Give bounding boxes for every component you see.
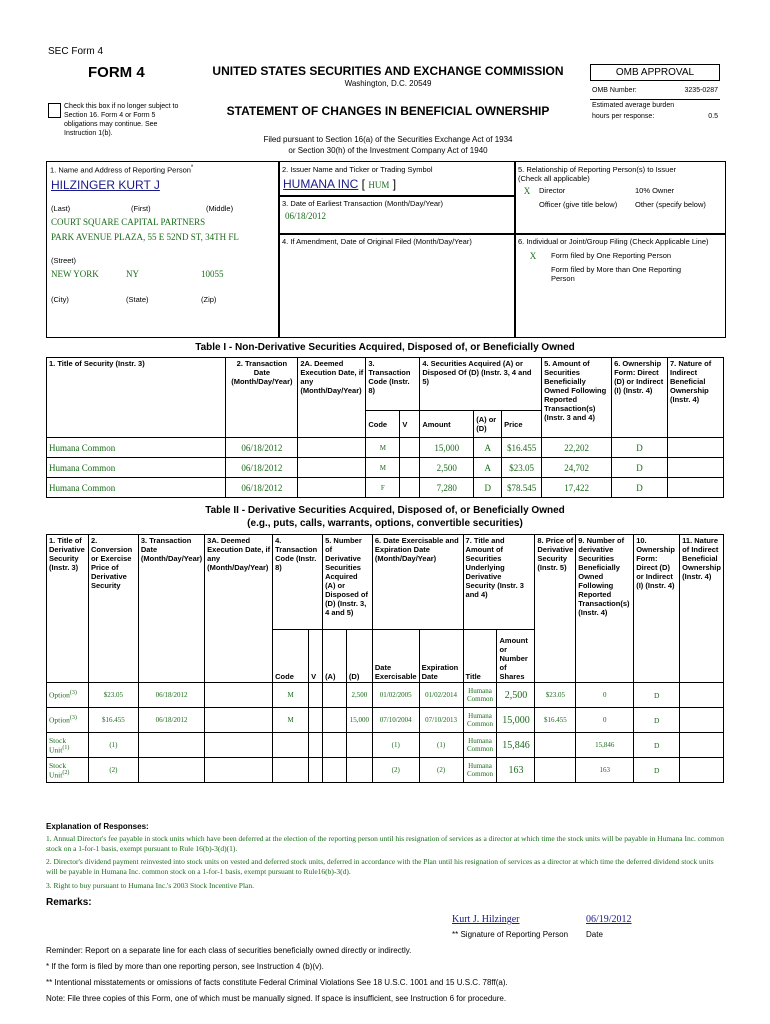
no-longer-subject-checkbox[interactable] <box>48 103 61 118</box>
t1-owned-cell: 17,422 <box>542 478 612 498</box>
t2-h6: 6. Date Exercisable and Expiration Date (Month/Day/Year) <box>372 535 463 630</box>
t2-title-fn: (3) <box>69 715 77 722</box>
amendment-label: 4. If Amendment, Date of Original Filed (Month/Day/Year) <box>282 237 472 246</box>
checkbox-text: Check this box if no longer subject to Section 16. Form 4 or Form 5 obligations may continue. See Instruction 1(b). <box>64 103 179 137</box>
t2-conv-cell: (1) <box>88 733 138 758</box>
hours-label: hours per response: <box>592 113 655 120</box>
t2-underlying-amount-cell: 15,846 <box>497 733 535 758</box>
t2-conv-cell: (2) <box>88 758 138 783</box>
omb-approval-box <box>590 64 720 126</box>
t1-amount-cell: 15,000 <box>420 438 474 458</box>
t2-date-ex: Date Exercisable <box>372 630 419 683</box>
t1-date-cell: 06/18/2012 <box>226 458 298 478</box>
director-mark: X <box>523 186 531 196</box>
city: NEW YORK <box>51 268 99 279</box>
t2-nature-cell <box>680 708 724 733</box>
t2-conv-cell: $23.05 <box>88 683 138 708</box>
t2-h1: 1. Title of Derivative Security (Instr. 3) <box>47 535 89 683</box>
filing-type-box <box>514 233 726 338</box>
t2-dex-cell: (1) <box>372 733 419 758</box>
footer-note-3: Note: File three copies of this Form, one of which must be manually signed. If space is insufficient, see Instruction 6 for procedure. <box>46 994 507 1003</box>
t1-code-cell: M <box>366 438 400 458</box>
t2-code: Code <box>273 630 309 683</box>
t2-exp-cell: (1) <box>419 733 463 758</box>
t2-d-cell <box>346 733 372 758</box>
t1-amount-cell: 2,500 <box>420 458 474 478</box>
t2-a-cell <box>323 708 347 733</box>
agency-location: Washington, D.C. 20549 <box>344 79 432 88</box>
t2-nature-cell <box>680 758 724 783</box>
date-label: Date <box>586 930 603 939</box>
zip: 10055 <box>201 268 224 279</box>
t1-v-cell <box>400 438 420 458</box>
t2-deemed-cell <box>205 733 273 758</box>
one-person-label: Form filed by One Reporting Person <box>551 251 672 260</box>
t1-price-cell: $16.455 <box>502 438 542 458</box>
t2-h11: 11. Nature of Indirect Beneficial Ownership (Instr. 4) <box>680 535 724 683</box>
name-asterisk: * <box>190 165 194 171</box>
other-label: Other (specify below) <box>635 200 706 209</box>
t2-underlying-title-cell: Humana Common <box>463 733 497 758</box>
t2-h8: 8. Price of Derivative Security (Instr. 5) <box>535 535 576 683</box>
t2-price-cell <box>535 733 576 758</box>
director-label: Director <box>539 186 566 195</box>
t2-dex-cell: 07/10/2004 <box>372 708 419 733</box>
footnote-2: 2. Director's dividend payment reinvested into stock units on vested and deferred stock units, deferred in accordance with the Plan until his resignation of services as a director at which time the deferred dividend stock units will be payable in Humana Inc. common stock on a 1-for-1 basis, exempt pursuant to Rule16(b)-3(d). <box>46 857 714 876</box>
filed-line-1: Filed pursuant to Section 16(a) of the Securities Exchange Act of 1934 <box>263 135 513 144</box>
t2-title-text: Stock Unit <box>49 760 67 780</box>
t1-nature-cell <box>668 438 724 458</box>
state: NY <box>126 268 139 279</box>
t1-price-cell: $78.545 <box>502 478 542 498</box>
t1-h2a: 2A. Deemed Execution Date, if any (Month/Day/Year) <box>298 358 366 438</box>
table1-title: Table I - Non-Derivative Securities Acquired, Disposed of, or Beneficially Owned <box>195 342 575 353</box>
t2-title: Title <box>463 630 497 683</box>
t1-nature-cell <box>668 478 724 498</box>
t2-title-cell <box>47 758 89 783</box>
relationship-sub: (Check all applicable) <box>518 174 590 183</box>
table1 <box>46 357 724 498</box>
issuer-name[interactable]: HUMANA INC <box>283 177 359 191</box>
t2-form-cell: D <box>634 683 680 708</box>
omb-number: 3235-0287 <box>684 87 718 94</box>
t2-title-fn: (2) <box>62 769 70 776</box>
signature: Kurt J. Hilzinger <box>452 914 520 925</box>
city-label: (City) <box>51 294 69 304</box>
t2-title-text: Stock Unit <box>49 735 67 755</box>
t1-owned-cell: 22,202 <box>542 438 612 458</box>
t2-num-cell: 163 <box>576 758 634 783</box>
t2-deemed-cell <box>205 758 273 783</box>
t2-d: (D) <box>346 630 372 683</box>
t2-price-cell: $16.455 <box>535 708 576 733</box>
address-line-1: COURT SQUARE CAPITAL PARTNERS <box>51 216 206 227</box>
t1-price: Price <box>502 411 542 438</box>
middle-label: (Middle) <box>206 203 234 213</box>
t2-h10: 10. Ownership Form: Direct (D) or Indirect (I) (Instr. 4) <box>634 535 680 683</box>
t2-deemed-cell <box>205 708 273 733</box>
footer-note-1: * If the form is filed by more than one reporting person, see Instruction 4 (b)(v). <box>46 962 324 971</box>
t2-nature-cell <box>680 683 724 708</box>
last-label: (Last) <box>51 203 71 213</box>
t1-owned-cell: 24,702 <box>542 458 612 478</box>
t2-title-cell <box>47 733 89 758</box>
t2-form-cell: D <box>634 708 680 733</box>
t2-h4: 4. Transaction Code (Instr. 8) <box>273 535 323 630</box>
agency-title: UNITED STATES SECURITIES AND EXCHANGE COMMISSION <box>212 64 564 78</box>
t1-form-cell: D <box>612 478 668 498</box>
t2-title-text: Option <box>49 690 70 700</box>
issuer-box: 2. Issuer Name and Ticker or Trading Symbol HUMANA INC [ HUM ] <box>278 161 516 197</box>
t1-deemed-cell <box>298 438 366 458</box>
t2-v-cell <box>309 733 323 758</box>
t1-code-cell: M <box>366 458 400 478</box>
t2-dex-cell: (2) <box>372 758 419 783</box>
first-label: (First) <box>131 203 151 213</box>
t2-title-cell <box>47 708 89 733</box>
t1-price-cell: $23.05 <box>502 458 542 478</box>
t2-title-fn: (1) <box>62 744 70 751</box>
t2-a-cell <box>323 733 347 758</box>
explanation-label: Explanation of Responses: <box>46 822 149 831</box>
name-label: 1. Name and Address of Reporting Person <box>50 165 191 175</box>
t2-row <box>47 683 724 708</box>
t1-amount: Amount <box>420 411 474 438</box>
omb-number-label: OMB Number: <box>592 87 637 94</box>
t2-num-cell: 0 <box>576 683 634 708</box>
t2-code-cell: M <box>273 683 309 708</box>
footer-reminder: Reminder: Report on a separate line for each class of securities beneficially owned directly or indirectly. <box>46 946 412 955</box>
signature-label: ** Signature of Reporting Person <box>452 930 569 939</box>
t2-h3a: 3A. Deemed Execution Date, if any (Month/Day/Year) <box>205 535 273 683</box>
relationship-label: 5. Relationship of Reporting Person(s) to Issuer <box>518 165 676 174</box>
statement-title: STATEMENT OF CHANGES IN BENEFICIAL OWNERSHIP <box>226 104 550 118</box>
earliest-date: 06/18/2012 <box>285 211 327 221</box>
t1-v-cell <box>400 478 420 498</box>
t1-h4: 4. Securities Acquired (A) or Disposed Of (D) (Instr. 3, 4 and 5) <box>420 358 542 411</box>
hours-value: 0.5 <box>708 113 718 120</box>
t2-a-cell <box>323 683 347 708</box>
earliest-date-box <box>278 195 516 235</box>
t1-code-cell: F <box>366 478 400 498</box>
table2-title-1: Table II - Derivative Securities Acquired, Disposed of, or Beneficially Owned <box>205 505 565 516</box>
t2-price-cell: $23.05 <box>535 683 576 708</box>
t2-form-cell: D <box>634 758 680 783</box>
issuer-label: 2. Issuer Name and Ticker or Trading Symbol <box>282 165 433 174</box>
t2-code-cell <box>273 733 309 758</box>
table2 <box>46 534 724 783</box>
officer-label: Officer (give title below) <box>539 200 618 209</box>
reporting-person-name[interactable]: HILZINGER KURT J <box>51 177 160 192</box>
t1-v-cell <box>400 458 420 478</box>
t2-date-cell: 06/18/2012 <box>138 683 204 708</box>
t2-h7: 7. Title and Amount of Securities Underlying Derivative Security (Instr. 3 and 4) <box>463 535 535 630</box>
t2-a: (A) <box>323 630 347 683</box>
state-label: (State) <box>126 294 149 304</box>
t2-a-cell <box>323 758 347 783</box>
t2-row <box>47 733 724 758</box>
t2-underlying-title-cell: Humana Common <box>463 758 497 783</box>
footnote-3: 3. Right to buy pursuant to Humana Inc.'s 2003 Stock Incentive Plan. <box>46 881 254 890</box>
t2-row <box>47 758 724 783</box>
t1-title-cell: Humana Common <box>47 458 226 478</box>
t1-deemed-cell <box>298 458 366 478</box>
t2-h3: 3. Transaction Date (Month/Day/Year) <box>138 535 204 683</box>
t1-date-cell: 06/18/2012 <box>226 478 298 498</box>
t1-form-cell: D <box>612 458 668 478</box>
earliest-label: 3. Date of Earliest Transaction (Month/Day/Year) <box>282 199 444 208</box>
t2-v-cell <box>309 708 323 733</box>
t1-row <box>47 438 724 458</box>
ticker: HUM <box>368 180 390 190</box>
omb-title: OMB APPROVAL <box>590 64 720 81</box>
remarks-label: Remarks: <box>46 897 92 908</box>
t2-h5: 5. Number of Derivative Securities Acquired (A) or Disposed of (D) (Instr. 3, 4 and 5) <box>323 535 373 630</box>
t1-ad-cell: A <box>474 438 502 458</box>
form-title: FORM 4 <box>88 64 145 81</box>
t1-code: Code <box>366 411 400 438</box>
t2-h2: 2. Conversion or Exercise Price of Derivative Security <box>88 535 138 683</box>
t2-exp-cell: 07/10/2013 <box>419 708 463 733</box>
t2-num-cell: 0 <box>576 708 634 733</box>
footer-note-2: ** Intentional misstatements or omissions of facts constitute Federal Criminal Violations See 18 U.S.C. 1001 and 15 U.S.C. 78ff(a). <box>46 978 508 987</box>
t2-price-cell <box>535 758 576 783</box>
t2-underlying-title-cell: Humana Common <box>463 683 497 708</box>
t1-h7: 7. Nature of Indirect Beneficial Ownership (Instr. 4) <box>668 358 724 438</box>
relationship-box <box>514 161 726 235</box>
t2-exp-cell: (2) <box>419 758 463 783</box>
footnote-1: 1. Annual Director's fee payable in stock units which have been deferred at the election of the reporting person until his resignation of services as a director at which time the stock units will be payable in Humana Inc. common stock on a 1-for-1 basis, exempt pursuant to Rule 16(b)-3(d)(1). <box>46 834 725 853</box>
t2-v-cell <box>309 683 323 708</box>
t2-row <box>47 708 724 733</box>
burden-label: Estimated average burden <box>590 99 720 109</box>
signature-date: 06/19/2012 <box>586 914 632 925</box>
t2-conv-cell: $16.455 <box>88 708 138 733</box>
t1-nature-cell <box>668 458 724 478</box>
t2-date-cell: 06/18/2012 <box>138 708 204 733</box>
t1-ad-cell: D <box>474 478 502 498</box>
t1-amount-cell: 7,280 <box>420 478 474 498</box>
t2-title-cell <box>47 683 89 708</box>
t1-title-cell: Humana Common <box>47 478 226 498</box>
t2-form-cell: D <box>634 733 680 758</box>
t1-h6: 6. Ownership Form: Direct (D) or Indirect (I) (Instr. 4) <box>612 358 668 438</box>
t1-ad-cell: A <box>474 458 502 478</box>
t1-deemed-cell <box>298 478 366 498</box>
street-label: (Street) <box>51 255 77 265</box>
t2-title-fn: (3) <box>69 690 77 697</box>
t2-underlying-title-cell: Humana Common <box>463 708 497 733</box>
t2-nature-cell <box>680 733 724 758</box>
t1-aord: (A) or (D) <box>474 411 502 438</box>
address-line-2: PARK AVENUE PLAZA, 55 E 52ND ST, 34TH FL <box>51 231 239 242</box>
t2-date-cell <box>138 758 204 783</box>
t2-h9: 9. Number of derivative Securities Beneficially Owned Following Reported Transaction(s) (Instr. 4) <box>576 535 634 683</box>
t1-h2: 2. Transaction Date (Month/Day/Year) <box>226 358 298 438</box>
sec-form-label: SEC Form 4 <box>48 46 104 57</box>
t1-row <box>47 458 724 478</box>
t1-h1: 1. Title of Security (Instr. 3) <box>47 358 226 438</box>
t2-title-text: Option <box>49 715 70 725</box>
t1-h5: 5. Amount of Securities Beneficially Owned Following Reported Transaction(s) (Instr. 3 and 4) <box>542 358 612 438</box>
t2-num-cell: 15,846 <box>576 733 634 758</box>
filing-label: 6. Individual or Joint/Group Filing (Check Applicable Line) <box>518 237 709 246</box>
t2-underlying-amount-cell: 15,000 <box>497 708 535 733</box>
t2-v-cell <box>309 758 323 783</box>
t2-code-cell <box>273 758 309 783</box>
t1-form-cell: D <box>612 438 668 458</box>
t2-underlying-amount-cell: 2,500 <box>497 683 535 708</box>
t2-underlying-amount-cell: 163 <box>497 758 535 783</box>
t2-exp: Expiration Date <box>419 630 463 683</box>
t2-exp-cell: 01/02/2014 <box>419 683 463 708</box>
t2-amt-shares: Amount or Number of Shares <box>497 630 535 683</box>
t2-v: V <box>309 630 323 683</box>
t2-code-cell: M <box>273 708 309 733</box>
t1-v: V <box>400 411 420 438</box>
one-person-mark: X <box>529 251 537 261</box>
t2-dex-cell: 01/02/2005 <box>372 683 419 708</box>
t1-date-cell: 06/18/2012 <box>226 438 298 458</box>
reporting-person-box <box>46 161 280 338</box>
more-person-label: Form filed by More than One Reporting Person <box>551 265 682 283</box>
t1-title-cell: Humana Common <box>47 438 226 458</box>
table2-title-2: (e.g., puts, calls, warrants, options, convertible securities) <box>247 518 523 529</box>
filed-line-2: or Section 30(h) of the Investment Company Act of 1940 <box>288 146 488 155</box>
t2-deemed-cell <box>205 683 273 708</box>
t2-d-cell <box>346 758 372 783</box>
t2-d-cell: 2,500 <box>346 683 372 708</box>
ten-pct-label: 10% Owner <box>635 186 675 195</box>
t2-date-cell <box>138 733 204 758</box>
t1-h3: 3. Transaction Code (Instr. 8) <box>366 358 420 411</box>
amendment-box <box>278 233 516 338</box>
zip-label: (Zip) <box>201 294 217 304</box>
t2-d-cell: 15,000 <box>346 708 372 733</box>
t1-row <box>47 478 724 498</box>
